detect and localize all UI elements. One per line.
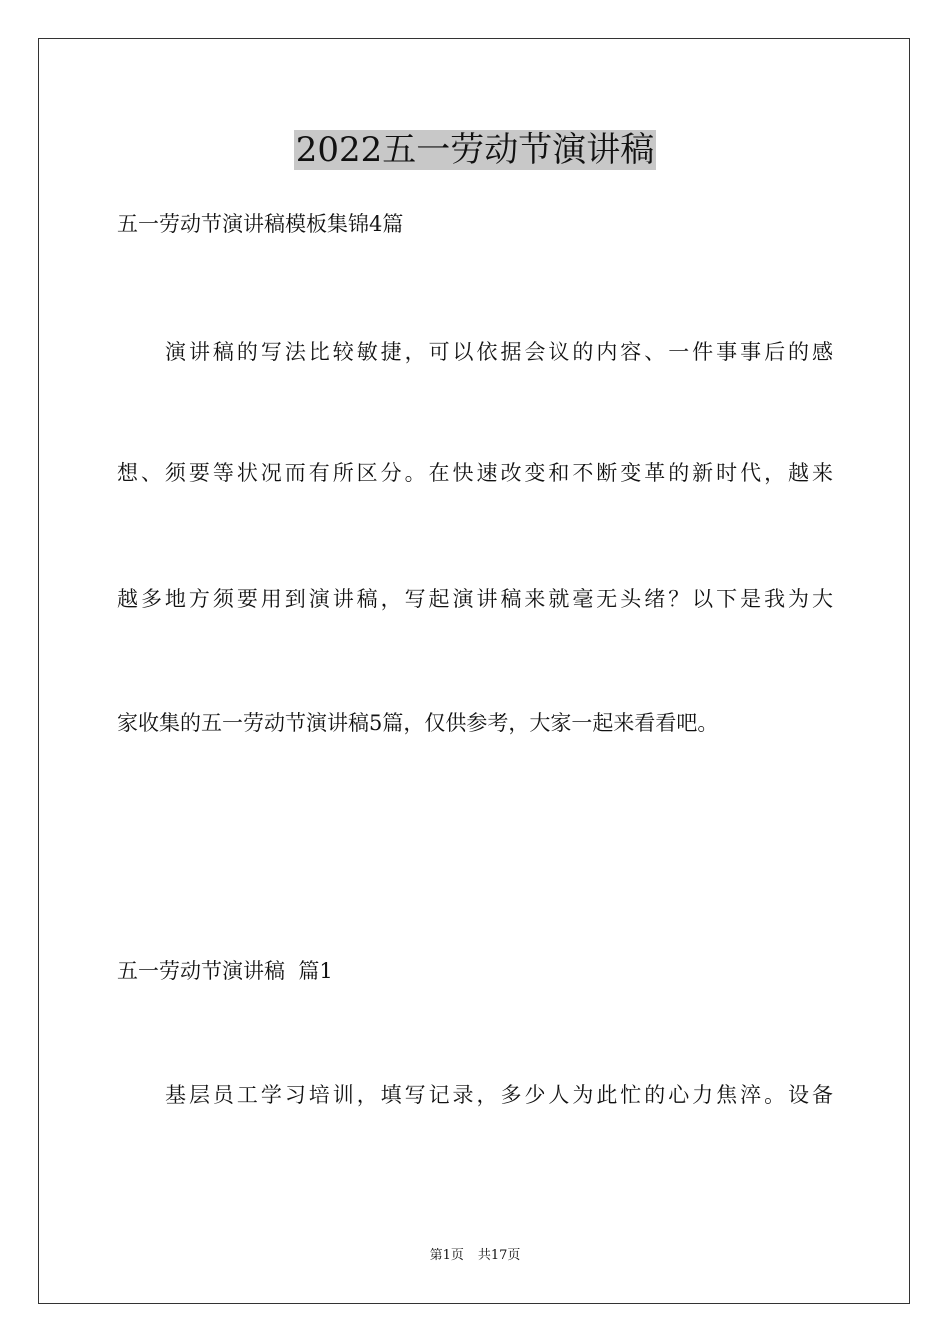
intro-line-2: 想、须要等状况而有所区分。在快速改变和不断变革的新时代，越来: [117, 461, 833, 485]
page-number-total: 共17页: [477, 1248, 521, 1263]
page-footer: [0, 1247, 950, 1265]
intro-line-3: 越多地方须要用到演讲稿，写起演讲稿来就毫无头绪？以下是我为大: [117, 587, 833, 611]
intro-line-4: 家收集的五一劳动节演讲稿5篇，仅供参考，大家一起来看看吧。: [117, 711, 719, 735]
section-heading: 五一劳动节演讲稿 篇1: [117, 959, 333, 983]
intro-line-1: 演讲稿的写法比较敏捷，可以依据会议的内容、一件事事后的感: [165, 340, 833, 364]
page-number-current: 第1页: [429, 1248, 464, 1263]
document-title-text: 2022五一劳动节演讲稿: [295, 130, 655, 170]
document-title: [0, 128, 950, 172]
document-subtitle: 五一劳动节演讲稿模板集锦4篇: [117, 212, 404, 236]
section-line-1: 基层员工学习培训，填写记录，多少人为此忙的心力焦淬。设备: [165, 1083, 833, 1107]
